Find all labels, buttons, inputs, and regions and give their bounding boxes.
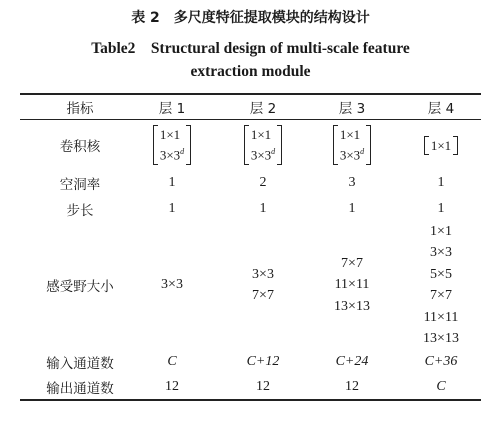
receptive-layer-4: 1×1 3×3 5×5 7×7 11×11 13×13 [423, 223, 459, 346]
dilation-layer-3: 3 [348, 175, 356, 190]
bottom-rule [20, 399, 481, 401]
dilation-layer-2: 2 [259, 175, 267, 190]
dilation-layer-1: 1 [168, 175, 176, 190]
in-channels-layer-4: C+36 [424, 354, 458, 369]
header-layer-4: 层 4 [427, 101, 455, 117]
row-label-output-channels: 输出通道数 [46, 381, 114, 397]
in-channels-layer-2: C+12 [246, 354, 280, 369]
row-label-stride: 步长 [66, 203, 94, 219]
out-channels-layer-4: C [436, 379, 446, 394]
header-layer-2: 层 2 [249, 101, 277, 117]
receptive-layer-2: 3×3 7×7 [252, 266, 274, 303]
kernel-layer-4: 1×1 [399, 122, 483, 168]
header-metric: 指标 [66, 101, 94, 117]
table-caption-en-line2: extraction module [190, 63, 311, 80]
header-layer-3: 层 3 [338, 101, 366, 117]
receptive-layer-3: 7×7 11×11 13×13 [334, 255, 370, 314]
kernel-layer-3: 1×1 $3\times 3^d$ [310, 122, 394, 168]
in-channels-layer-3: C+24 [335, 354, 369, 369]
kernel-layer-2: 1×1 $3\times 3^d$ [221, 122, 305, 168]
row-label-input-channels: 输入通道数 [46, 356, 114, 372]
header-rule [20, 119, 481, 120]
stride-layer-4: 1 [437, 201, 445, 216]
receptive-layer-1: 3×3 [161, 277, 183, 293]
row-label-dilation: 空洞率 [59, 177, 101, 193]
stride-layer-3: 1 [348, 201, 356, 216]
out-channels-layer-1: 12 [165, 379, 179, 394]
out-channels-layer-3: 12 [345, 379, 359, 394]
row-label-kernel: 卷积核 [59, 139, 101, 155]
in-channels-layer-1: C [167, 354, 177, 369]
dilation-layer-4: 1 [437, 175, 445, 190]
stride-layer-2: 1 [259, 201, 267, 216]
row-label-receptive-field: 感受野大小 [46, 279, 114, 295]
stride-layer-1: 1 [168, 201, 176, 216]
kernel-layer-1: 1×1 $3\times 3^d$ [130, 122, 214, 168]
table-caption-en-line1: Table2 Structural design of multi-scale feature [91, 40, 410, 57]
table-caption-cn: 表 2 多尺度特征提取模块的结构设计 [131, 10, 370, 26]
out-channels-layer-2: 12 [256, 379, 270, 394]
header-layer-1: 层 1 [158, 101, 186, 117]
